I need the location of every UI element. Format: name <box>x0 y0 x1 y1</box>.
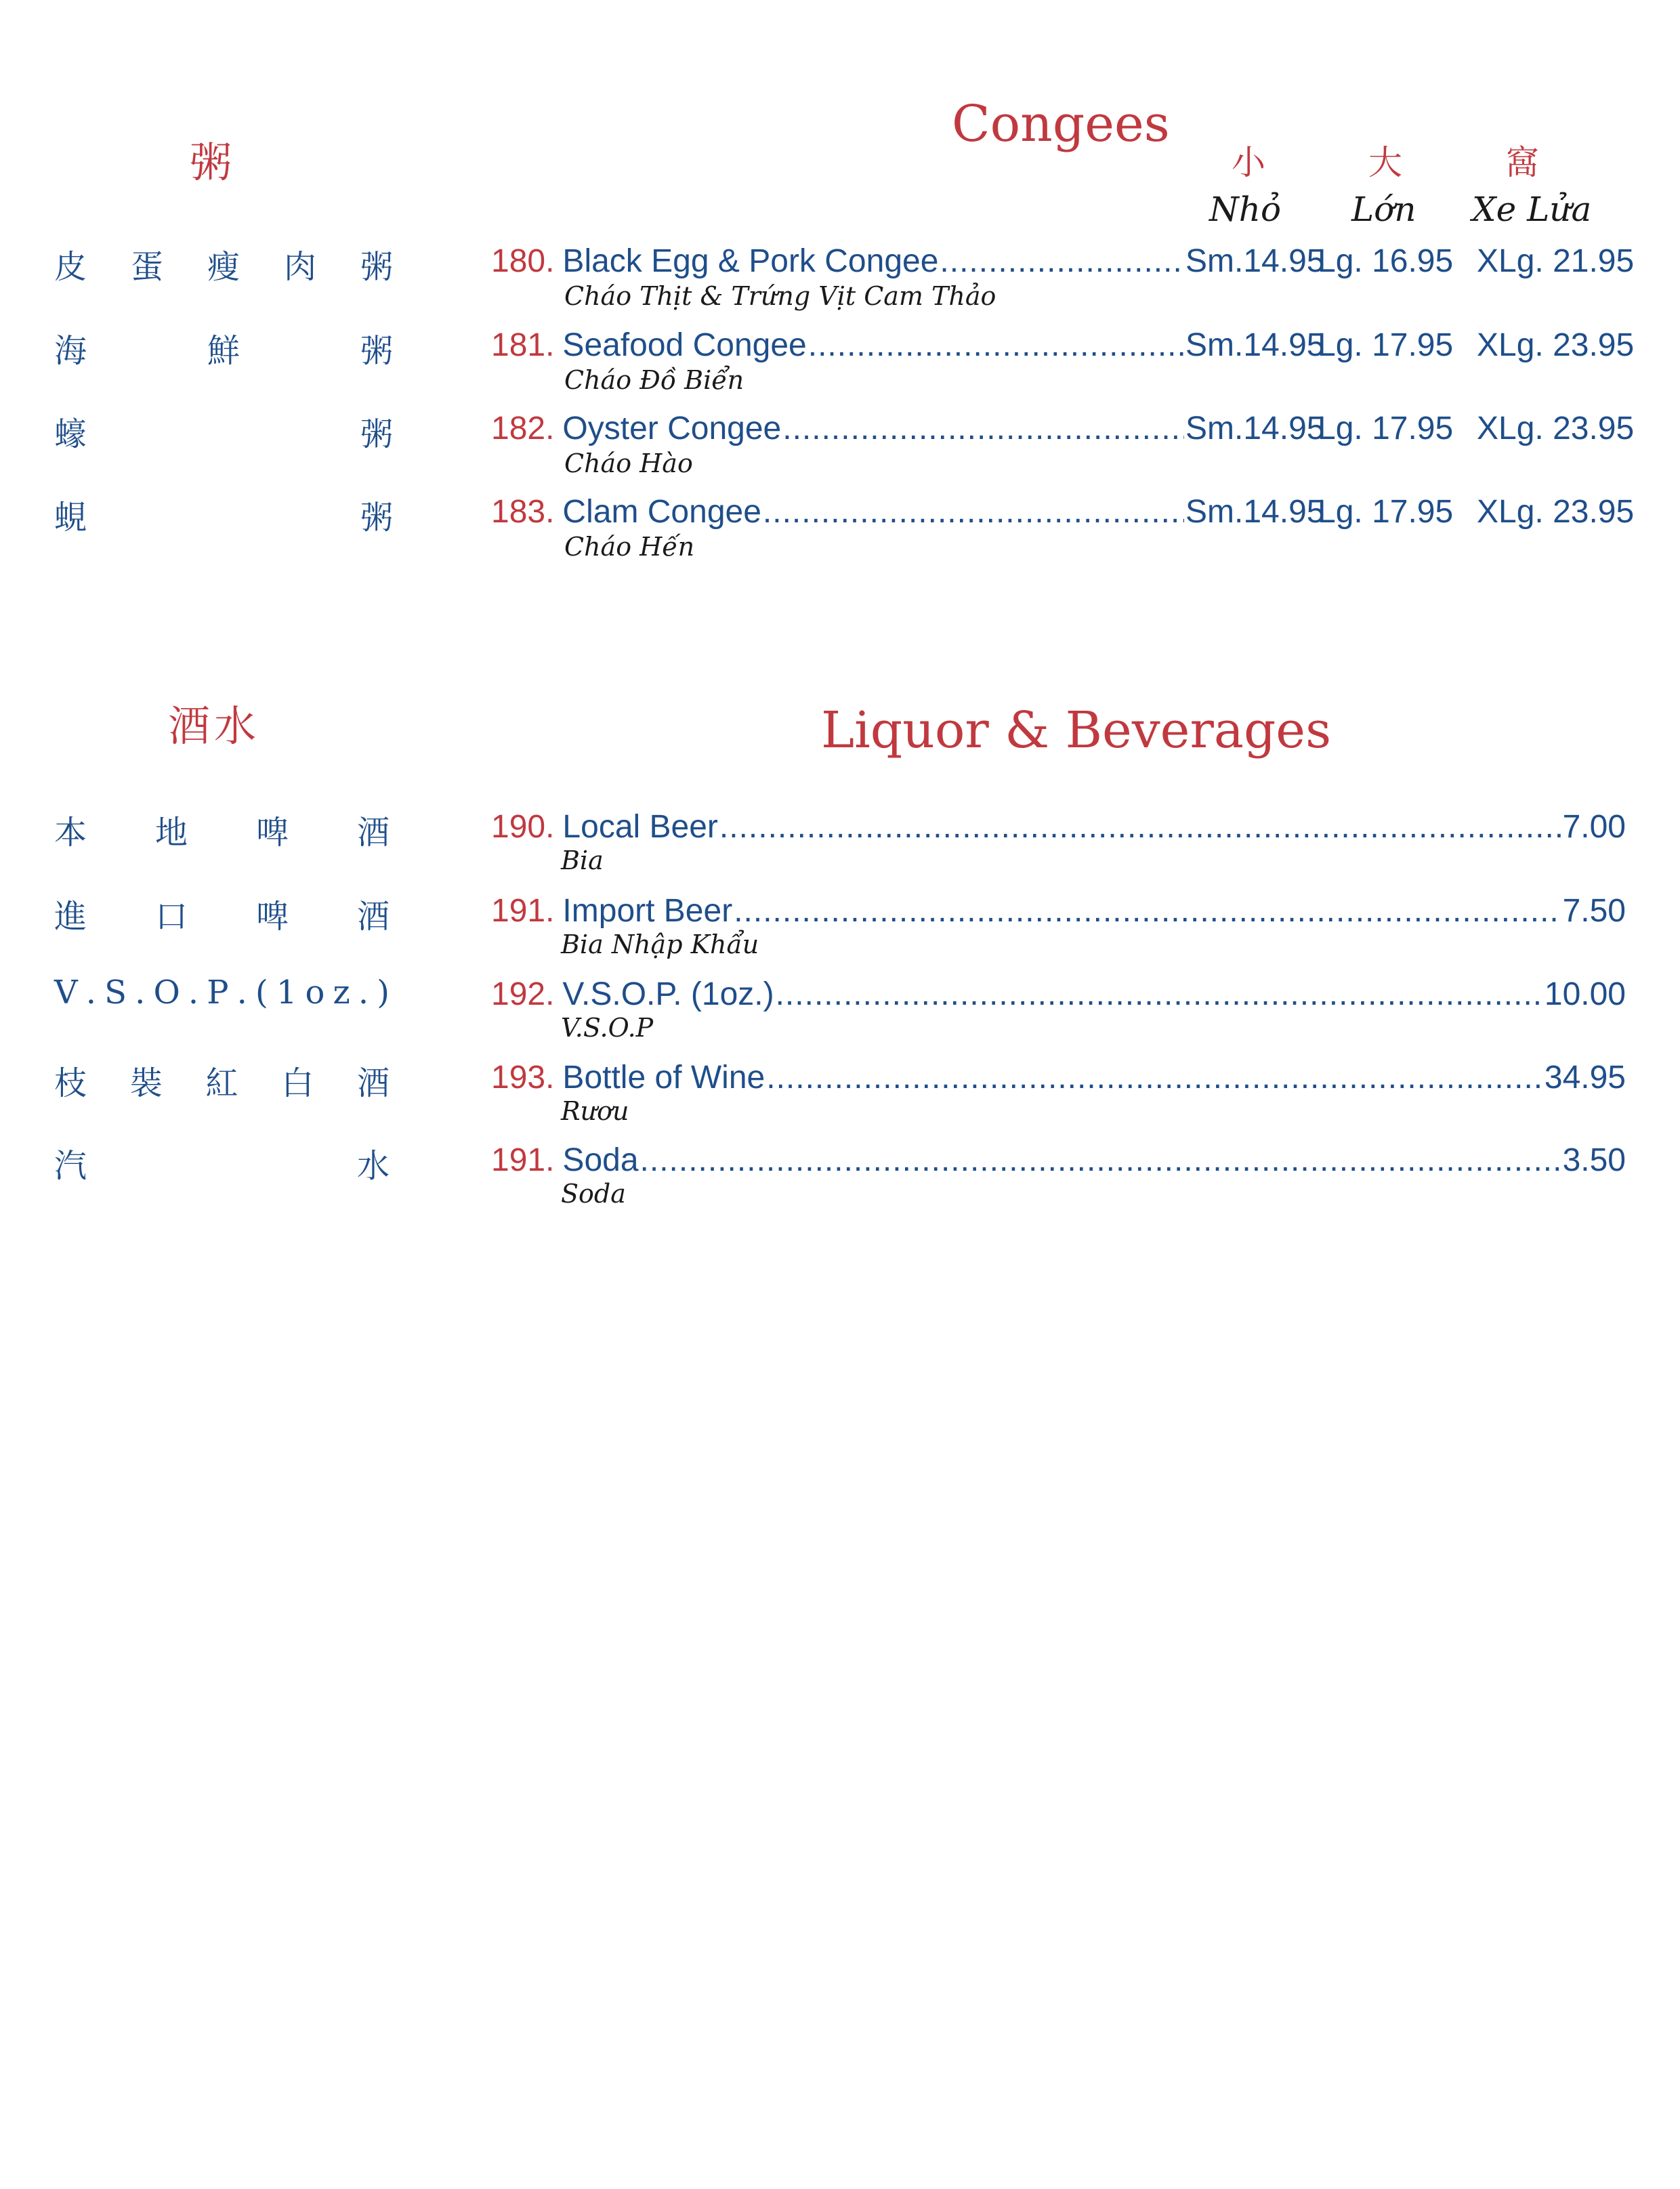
item-name: Black Egg & Pork Congee <box>562 243 939 279</box>
item-price: 7.50 <box>1562 893 1626 929</box>
cn-char: z <box>333 974 350 1012</box>
item-name: Bottle of Wine <box>562 1060 765 1096</box>
header-small-vn: Nhỏ <box>1209 190 1282 229</box>
beverage-cn-name <box>54 890 390 937</box>
item-name: Local Beer <box>562 809 718 845</box>
item-number: 192. <box>491 976 555 1012</box>
cn-char: 啤 <box>255 814 289 852</box>
cn-char: 進 <box>54 898 87 936</box>
cn-char: 皮 <box>54 248 87 286</box>
congee-row <box>491 490 1635 530</box>
item-vietnamese-name: Rươu <box>561 1096 629 1126</box>
cn-char: 汽 <box>54 1147 87 1185</box>
beverage-row <box>491 805 1626 846</box>
cn-char: ( <box>255 974 268 1012</box>
item-number: 181. <box>491 327 555 363</box>
price-xlarge: XLg. 23.95 <box>1477 411 1635 446</box>
congees-title: Congees <box>952 95 1170 153</box>
item-number: 191. <box>491 893 555 929</box>
item-number: 180. <box>491 243 555 279</box>
item-vietnamese-name: Cháo Hào <box>564 449 693 478</box>
dot-leader <box>719 808 1561 846</box>
cn-char: 1 <box>276 974 297 1012</box>
header-xlarge-cn: 窩 <box>1505 143 1539 182</box>
cn-char: 粥 <box>360 248 393 286</box>
item-name: Oyster Congee <box>562 411 782 446</box>
beverage-cn-name <box>54 1057 390 1104</box>
cn-char: 白 <box>281 1064 314 1102</box>
cn-char: 粥 <box>360 499 393 537</box>
cn-char: ) <box>377 974 390 1012</box>
dot-leader <box>734 892 1561 930</box>
cn-char: S <box>104 974 127 1012</box>
price-small: Sm.14.95 <box>1185 411 1325 446</box>
cn-char: 口 <box>154 898 188 936</box>
item-vietnamese-name: Soda <box>561 1179 626 1209</box>
price-xlarge: XLg. 23.95 <box>1477 327 1635 363</box>
beverages-title: Liquor & Beverages <box>821 701 1332 759</box>
item-vietnamese-name: Cháo Đồ Biển <box>564 365 744 395</box>
dot-leader <box>782 410 1184 447</box>
price-large: Lg. 17.95 <box>1318 494 1454 530</box>
congee-row <box>491 239 1635 280</box>
item-price: 10.00 <box>1544 976 1626 1012</box>
cn-char: 海 <box>54 332 87 370</box>
beverage-row <box>491 889 1626 930</box>
price-large: Lg. 16.95 <box>1318 243 1454 279</box>
cn-char: 粥 <box>360 332 393 370</box>
item-name: Clam Congee <box>562 494 761 530</box>
cn-char: . <box>236 974 247 1012</box>
item-number: 182. <box>491 411 555 446</box>
item-price: 34.95 <box>1544 1060 1626 1096</box>
price-large: Lg. 17.95 <box>1318 411 1454 446</box>
cn-char: 蛋 <box>130 248 163 286</box>
item-name: Seafood Congee <box>562 327 807 363</box>
dot-leader <box>940 243 1184 280</box>
item-number: 183. <box>491 494 555 530</box>
item-vietnamese-name: Bia Nhập Khẩu <box>561 930 759 959</box>
dot-leader <box>763 493 1184 530</box>
cn-char: O <box>153 974 180 1012</box>
congee-cn-name <box>54 241 393 287</box>
cn-char: . <box>135 974 146 1012</box>
cn-char: 裝 <box>129 1064 163 1102</box>
congee-cn-name <box>54 491 393 538</box>
item-vietnamese-name: Bia <box>561 846 604 875</box>
cn-char: 鮮 <box>207 332 240 370</box>
header-small-cn: 小 <box>1232 143 1265 182</box>
congee-row <box>491 323 1635 364</box>
price-large: Lg. 17.95 <box>1318 327 1454 363</box>
header-xlarge-vn: Xe Lửa <box>1472 190 1592 229</box>
dot-leader <box>766 1059 1543 1096</box>
cn-char: 酒 <box>356 1064 390 1102</box>
beverage-row <box>491 972 1626 1013</box>
price-xlarge: XLg. 23.95 <box>1477 494 1635 530</box>
congee-cn-title: 粥 <box>190 138 236 187</box>
price-xlarge: XLg. 21.95 <box>1477 243 1635 279</box>
cn-char: 肉 <box>283 248 316 286</box>
cn-char: 本 <box>54 814 87 852</box>
cn-char: o <box>305 974 325 1012</box>
cn-char: 酒 <box>356 814 390 852</box>
item-vietnamese-name: Cháo Thịt & Trứng Vịt Cam Thảo <box>564 281 996 311</box>
beverage-row <box>491 1138 1626 1179</box>
cn-char: 瘦 <box>207 248 240 286</box>
congee-row <box>491 406 1635 447</box>
item-price: 3.50 <box>1562 1142 1626 1178</box>
item-number: 193. <box>491 1060 555 1096</box>
cn-char: . <box>358 974 369 1012</box>
cn-char: P <box>207 974 229 1012</box>
cn-char: 粥 <box>360 415 393 453</box>
congee-cn-name <box>54 325 393 371</box>
beverage-cn-name <box>54 806 390 853</box>
cn-char: . <box>85 974 97 1012</box>
item-vietnamese-name: Cháo Hến <box>564 532 695 562</box>
cn-char: . <box>188 974 199 1012</box>
item-vietnamese-name: V.S.O.P <box>561 1013 654 1043</box>
cn-char: 酒 <box>356 898 390 936</box>
dot-leader <box>776 976 1543 1013</box>
item-name: V.S.O.P. (1oz.) <box>562 976 774 1012</box>
beverage-cn-name <box>54 974 390 1012</box>
congee-cn-name <box>54 408 393 455</box>
item-price: 7.00 <box>1562 809 1626 845</box>
price-small: Sm.14.95 <box>1185 494 1325 530</box>
price-small: Sm.14.95 <box>1185 243 1325 279</box>
cn-char: 枝 <box>54 1064 87 1102</box>
price-small: Sm.14.95 <box>1185 327 1325 363</box>
cn-char: 水 <box>356 1147 390 1185</box>
item-name: Import Beer <box>562 893 733 929</box>
dot-leader <box>640 1142 1561 1179</box>
beverage-row <box>491 1056 1626 1096</box>
cn-char: V <box>54 974 78 1012</box>
cn-char: 蜆 <box>54 499 87 537</box>
beverage-cn-name <box>54 1140 390 1186</box>
dot-leader <box>808 327 1184 364</box>
header-large-cn: 大 <box>1368 143 1402 182</box>
cn-char: 紅 <box>205 1064 238 1102</box>
cn-char: 地 <box>154 814 188 852</box>
cn-char: 啤 <box>255 898 289 936</box>
item-name: Soda <box>562 1142 639 1178</box>
header-large-vn: Lớn <box>1351 190 1416 229</box>
item-number: 191. <box>491 1142 555 1178</box>
item-number: 190. <box>491 809 555 845</box>
cn-char: 蠔 <box>54 415 87 453</box>
beverages-cn-title: 酒水 <box>168 701 261 751</box>
